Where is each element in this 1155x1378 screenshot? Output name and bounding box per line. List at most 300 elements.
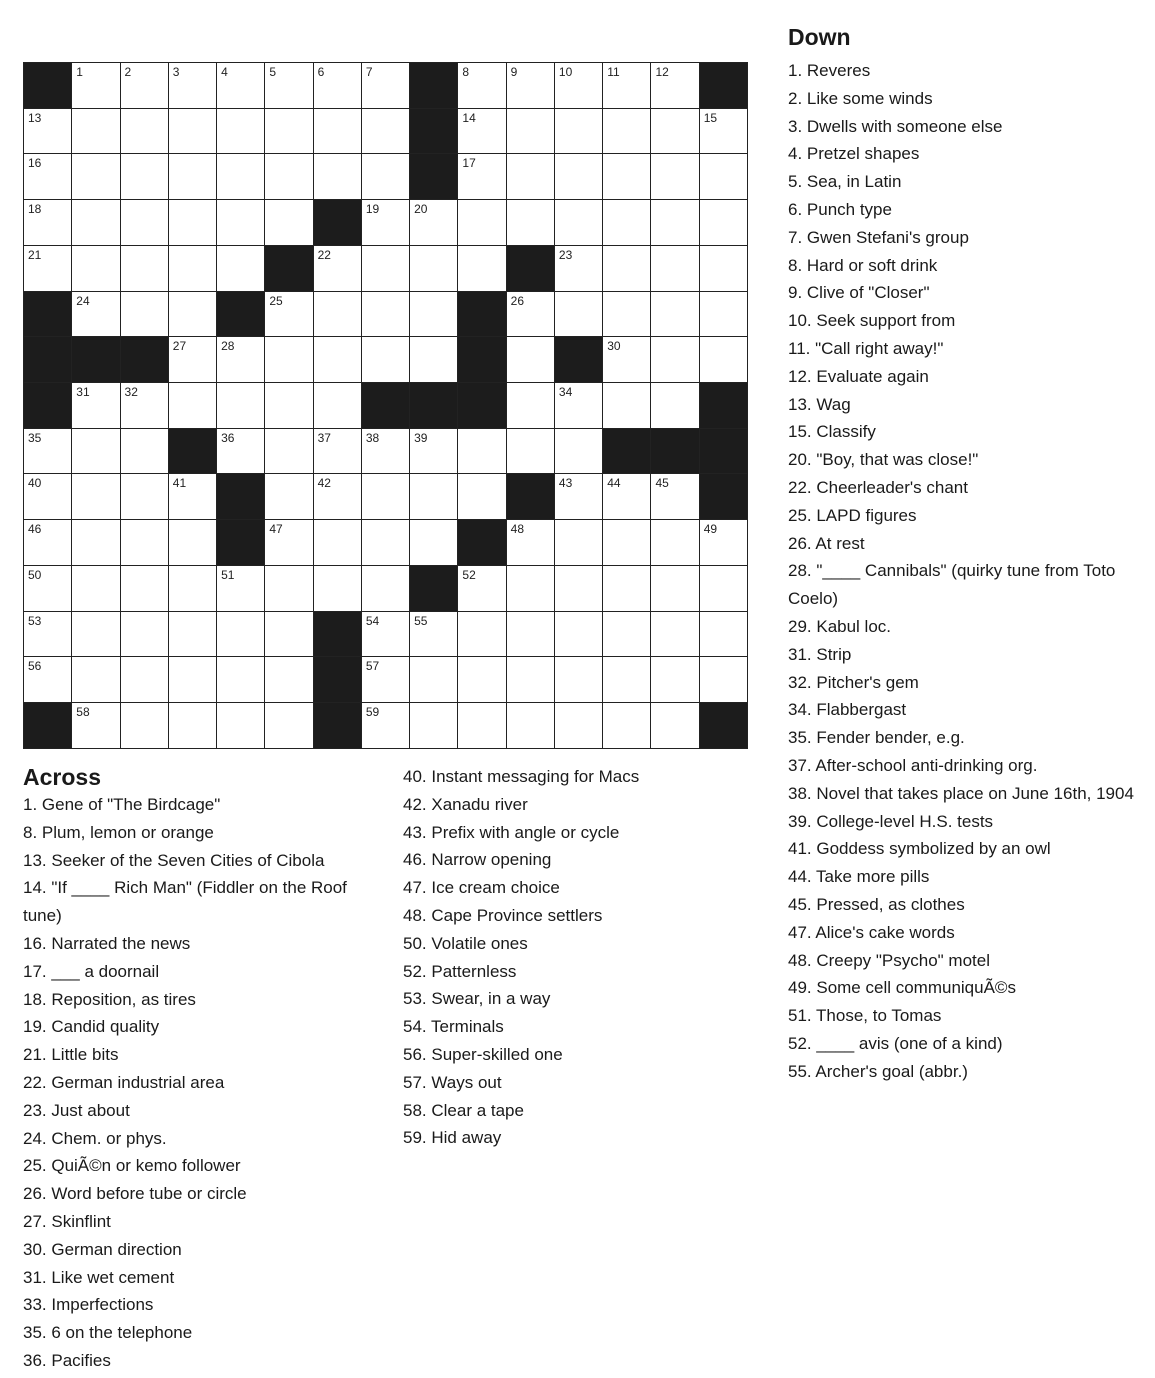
grid-cell[interactable] (555, 703, 603, 749)
grid-cell[interactable] (121, 474, 169, 520)
grid-cell[interactable] (24, 657, 72, 703)
down-clue[interactable]: 13. Wag (788, 394, 851, 414)
grid-cell[interactable] (217, 383, 265, 429)
across-clue[interactable]: 59. Hid away (403, 1128, 502, 1148)
grid-cell[interactable] (603, 246, 651, 292)
black-square (410, 383, 458, 429)
clue-number: 7 (365, 65, 373, 79)
down-clue[interactable]: 4. Pretzel shapes (788, 144, 920, 164)
grid-cell[interactable] (72, 612, 120, 658)
grid-cell[interactable] (72, 63, 120, 109)
grid-cell[interactable] (121, 520, 169, 566)
across-clue[interactable]: 22. German industrial area (23, 1072, 225, 1092)
grid-cell[interactable] (507, 566, 555, 612)
grid-cell[interactable] (603, 154, 651, 200)
clue-number: 58 (76, 705, 90, 720)
across-clue[interactable]: 56. Super-skilled one (403, 1044, 563, 1064)
grid-cell[interactable] (700, 337, 748, 383)
down-clue[interactable]: 20. "Boy, that was close!" (788, 450, 979, 470)
grid-cell[interactable] (24, 154, 72, 200)
grid-cell[interactable] (700, 657, 748, 703)
grid-cell[interactable] (265, 612, 313, 658)
grid-cell[interactable] (121, 566, 169, 612)
black-square (24, 337, 72, 383)
across-clue[interactable]: 35. 6 on the telephone (23, 1323, 193, 1343)
grid-cell[interactable] (603, 337, 651, 383)
grid-cell[interactable] (121, 200, 169, 246)
grid-cell[interactable] (603, 520, 651, 566)
down-clue[interactable]: 9. Clive of "Closer" (788, 283, 930, 303)
grid-cell[interactable] (217, 612, 265, 658)
grid-cell[interactable] (314, 383, 362, 429)
across-clue[interactable]: 19. Candid quality (23, 1017, 160, 1037)
grid-cell[interactable] (651, 63, 699, 109)
grid-cell[interactable] (121, 109, 169, 155)
grid-cell[interactable] (410, 520, 458, 566)
grid-cell[interactable] (314, 292, 362, 338)
black-square (700, 429, 748, 475)
grid-cell[interactable] (410, 657, 458, 703)
grid-cell[interactable] (700, 109, 748, 155)
grid-cell[interactable] (169, 566, 217, 612)
across-clue[interactable]: 25. QuiÃ©n or kemo follower (23, 1156, 241, 1176)
grid-cell[interactable] (169, 703, 217, 749)
across-clue[interactable]: 48. Cape Province settlers (403, 905, 603, 925)
across-clue[interactable]: 16. Narrated the news (23, 933, 191, 953)
grid-cell[interactable] (72, 292, 120, 338)
across-clue[interactable]: 54. Terminals (403, 1017, 504, 1037)
across-clue[interactable]: 24. Chem. or phys. (23, 1128, 167, 1148)
grid-cell[interactable] (458, 429, 506, 475)
grid-cell[interactable] (603, 63, 651, 109)
grid-cell[interactable] (555, 612, 603, 658)
across-clue[interactable]: 27. Skinflint (23, 1211, 111, 1231)
grid-cell[interactable] (507, 200, 555, 246)
grid-cell[interactable] (217, 109, 265, 155)
down-clue[interactable]: 11. "Call right away!" (788, 338, 944, 358)
grid-cell[interactable] (72, 154, 120, 200)
down-clue[interactable]: 49. Some cell communiquÃ©s (788, 978, 1016, 998)
grid-cell[interactable] (700, 154, 748, 200)
grid-cell[interactable] (72, 703, 120, 749)
down-clue[interactable]: 51. Those, to Tomas (788, 1006, 942, 1026)
black-square (217, 292, 265, 338)
grid-cell[interactable] (507, 703, 555, 749)
down-clue[interactable]: 1. Reveres (788, 61, 871, 80)
grid-cell[interactable] (651, 520, 699, 566)
clue-number: 45 (655, 476, 669, 491)
down-clue[interactable]: 10. Seek support from (788, 311, 956, 331)
across-clue[interactable]: 8. Plum, lemon or orange (23, 822, 214, 842)
black-square (265, 246, 313, 292)
down-clue[interactable]: 44. Take more pills (788, 867, 930, 887)
grid-cell[interactable] (555, 474, 603, 520)
black-square (362, 383, 410, 429)
clue-number: 1 (76, 65, 83, 79)
across-clue[interactable]: 53. Swear, in a way (403, 989, 551, 1009)
grid-cell[interactable] (700, 200, 748, 246)
grid-cell[interactable] (217, 154, 265, 200)
grid-cell[interactable] (555, 429, 603, 475)
grid-cell[interactable] (362, 154, 410, 200)
grid-cell[interactable] (314, 337, 362, 383)
grid-cell[interactable] (265, 657, 313, 703)
black-square (700, 383, 748, 429)
clue-number: 53 (28, 613, 42, 628)
down-clue[interactable]: 12. Evaluate again (788, 366, 929, 386)
grid-cell[interactable] (265, 429, 313, 475)
across-clue[interactable]: 36. Pacifies (23, 1350, 111, 1370)
down-clue[interactable]: 22. Cheerleader's chant (788, 477, 968, 497)
grid-cell[interactable] (458, 109, 506, 155)
grid-cell[interactable] (603, 109, 651, 155)
grid-cell[interactable] (24, 200, 72, 246)
grid-cell[interactable] (507, 337, 555, 383)
grid-cell[interactable] (362, 200, 410, 246)
grid-cell[interactable] (507, 63, 555, 109)
down-clue[interactable]: 29. Kabul loc. (788, 616, 892, 636)
down-clue[interactable]: 7. Gwen Stefani's group (788, 227, 969, 247)
grid-cell[interactable] (362, 612, 410, 658)
clue-number: 30 (607, 339, 621, 354)
grid-cell[interactable] (169, 383, 217, 429)
grid-cell[interactable] (265, 383, 313, 429)
grid-cell[interactable] (217, 246, 265, 292)
across-clue[interactable]: 52. Patternless (403, 961, 517, 981)
down-clue[interactable]: 41. Goddess symbolized by an owl (788, 839, 1051, 859)
grid-cell[interactable] (72, 566, 120, 612)
grid-cell[interactable] (121, 292, 169, 338)
grid-cell[interactable] (265, 566, 313, 612)
grid-cell[interactable] (458, 200, 506, 246)
clue-number: 6 (317, 65, 325, 79)
grid-cell[interactable] (362, 474, 410, 520)
grid-cell[interactable] (555, 520, 603, 566)
grid-cell[interactable] (265, 520, 313, 566)
grid-cell[interactable] (700, 292, 748, 338)
grid-cell[interactable] (362, 109, 410, 155)
down-clue[interactable]: 34. Flabbergast (788, 700, 907, 720)
grid-cell[interactable] (410, 337, 458, 383)
grid-cell[interactable] (410, 612, 458, 658)
grid-cell[interactable] (362, 520, 410, 566)
grid-cell[interactable] (555, 109, 603, 155)
grid-cell[interactable] (458, 154, 506, 200)
grid-cell[interactable] (72, 200, 120, 246)
grid-cell[interactable] (410, 703, 458, 749)
across-clue[interactable]: 40. Instant messaging for Macs (403, 767, 640, 786)
grid-cell[interactable] (24, 109, 72, 155)
down-clue[interactable]: 26. At rest (788, 533, 865, 553)
clue-number: 22 (317, 247, 331, 262)
grid-cell[interactable] (314, 63, 362, 109)
grid-cell[interactable] (651, 703, 699, 749)
across-clue[interactable]: 50. Volatile ones (403, 933, 528, 953)
grid-cell[interactable] (121, 657, 169, 703)
grid-cell[interactable] (458, 474, 506, 520)
grid-cell[interactable] (362, 292, 410, 338)
grid-cell[interactable] (121, 246, 169, 292)
grid-cell[interactable] (362, 63, 410, 109)
grid-cell[interactable] (121, 63, 169, 109)
grid-cell[interactable] (362, 703, 410, 749)
grid-cell[interactable] (651, 109, 699, 155)
crossword-grid (23, 62, 748, 749)
grid-cell[interactable] (507, 429, 555, 475)
down-clue[interactable]: 3. Dwells with someone else (788, 116, 1003, 136)
grid-cell[interactable] (265, 63, 313, 109)
black-square (24, 703, 72, 749)
grid-cell[interactable] (169, 292, 217, 338)
grid-cell[interactable] (507, 612, 555, 658)
grid-cell[interactable] (24, 520, 72, 566)
grid-cell[interactable] (651, 200, 699, 246)
grid-cell[interactable] (72, 520, 120, 566)
black-square (24, 63, 72, 109)
grid-cell[interactable] (24, 246, 72, 292)
black-square (700, 703, 748, 749)
grid-cell[interactable] (555, 63, 603, 109)
down-clue[interactable]: 45. Pressed, as clothes (788, 894, 965, 914)
grid-cell[interactable] (169, 474, 217, 520)
grid-cell[interactable] (651, 246, 699, 292)
down-clue[interactable]: 47. Alice's cake words (788, 922, 955, 942)
black-square (314, 703, 362, 749)
grid-cell[interactable] (651, 383, 699, 429)
grid-cell[interactable] (507, 292, 555, 338)
grid-cell[interactable] (507, 657, 555, 703)
grid-cell[interactable] (265, 337, 313, 383)
down-clue[interactable]: 35. Fender bender, e.g. (788, 728, 965, 748)
grid-cell[interactable] (72, 429, 120, 475)
grid-cell[interactable] (217, 200, 265, 246)
grid-cell[interactable] (169, 63, 217, 109)
grid-cell[interactable] (700, 612, 748, 658)
grid-cell[interactable] (265, 200, 313, 246)
across-clue[interactable]: 30. German direction (23, 1239, 182, 1259)
grid-cell[interactable] (121, 612, 169, 658)
down-clue[interactable]: 55. Archer's goal (abbr.) (788, 1061, 968, 1081)
grid-cell[interactable] (72, 246, 120, 292)
grid-cell[interactable] (169, 109, 217, 155)
grid-cell[interactable] (410, 292, 458, 338)
grid-cell[interactable] (458, 246, 506, 292)
grid-cell[interactable] (458, 63, 506, 109)
grid-cell[interactable] (651, 292, 699, 338)
grid-cell[interactable] (217, 566, 265, 612)
grid-cell[interactable] (169, 612, 217, 658)
clue-number: 42 (317, 476, 331, 491)
across-clue[interactable]: 23. Just about (23, 1100, 130, 1120)
grid-cell[interactable] (555, 566, 603, 612)
down-clue[interactable]: 32. Pitcher's gem (788, 672, 919, 692)
grid-cell[interactable] (603, 703, 651, 749)
across-clue[interactable]: 26. Word before tube or circle (23, 1184, 247, 1204)
grid-cell[interactable] (314, 429, 362, 475)
grid-cell[interactable] (555, 292, 603, 338)
down-clue[interactable]: 6. Punch type (788, 199, 892, 219)
grid-cell[interactable] (603, 657, 651, 703)
clue-number: 26 (510, 293, 525, 308)
clue-number: 41 (172, 476, 187, 491)
across-clue-list-col1 (23, 791, 385, 1375)
grid-cell[interactable] (121, 429, 169, 475)
clue-number: 52 (462, 567, 476, 582)
grid-cell[interactable] (72, 383, 120, 429)
grid-cell[interactable] (121, 383, 169, 429)
across-clue[interactable]: 21. Little bits (23, 1045, 119, 1065)
clue-number: 25 (269, 293, 283, 308)
clue-number: 14 (462, 110, 476, 125)
grid-cell[interactable] (507, 154, 555, 200)
grid-cell[interactable] (651, 566, 699, 612)
grid-cell[interactable] (24, 474, 72, 520)
grid-cell[interactable] (217, 703, 265, 749)
grid-cell[interactable] (603, 566, 651, 612)
down-clue[interactable]: 31. Strip (788, 644, 852, 664)
grid-cell[interactable] (700, 520, 748, 566)
across-clue[interactable]: 18. Reposition, as tires (23, 989, 196, 1009)
grid-cell[interactable] (169, 200, 217, 246)
grid-cell[interactable] (410, 246, 458, 292)
grid-cell[interactable] (555, 383, 603, 429)
across-clue[interactable]: 33. Imperfections (23, 1295, 154, 1315)
down-clue[interactable]: 39. College-level H.S. tests (788, 811, 994, 831)
black-square (314, 200, 362, 246)
grid-cell[interactable] (507, 520, 555, 566)
grid-cell[interactable] (121, 154, 169, 200)
across-clue[interactable]: 13. Seeker of the Seven Cities of Cibola (23, 850, 325, 870)
clue-number: 35 (28, 430, 42, 445)
black-square (169, 429, 217, 475)
across-clue[interactable]: 43. Prefix with angle or cycle (403, 822, 620, 842)
down-clue[interactable]: 25. LAPD figures (788, 505, 917, 525)
grid-cell[interactable] (458, 566, 506, 612)
grid-cell[interactable] (314, 566, 362, 612)
grid-cell[interactable] (265, 292, 313, 338)
across-clue[interactable]: 46. Narrow opening (403, 850, 552, 870)
grid-cell[interactable] (362, 337, 410, 383)
across-clue[interactable]: 58. Clear a tape (403, 1100, 524, 1120)
grid-cell[interactable] (700, 246, 748, 292)
grid-cell[interactable] (458, 703, 506, 749)
grid-cell[interactable] (121, 703, 169, 749)
grid-cell[interactable] (507, 109, 555, 155)
grid-cell[interactable] (72, 109, 120, 155)
grid-cell[interactable] (458, 612, 506, 658)
grid-cell[interactable] (555, 154, 603, 200)
across-clue[interactable]: 17. ___ a doornail (23, 961, 160, 981)
grid-cell[interactable] (265, 703, 313, 749)
down-clue[interactable]: 15. Classify (788, 422, 876, 442)
grid-cell[interactable] (555, 246, 603, 292)
grid-cell[interactable] (169, 246, 217, 292)
clue-number: 46 (28, 522, 42, 537)
grid-cell[interactable] (555, 657, 603, 703)
grid-cell[interactable] (555, 200, 603, 246)
down-clue[interactable]: 8. Hard or soft drink (788, 255, 938, 275)
grid-cell[interactable] (265, 154, 313, 200)
grid-cell[interactable] (362, 566, 410, 612)
grid-cell[interactable] (72, 657, 120, 703)
down-clue[interactable]: 38. Novel that takes place on June 16th, 1904 (788, 783, 1134, 803)
down-clue[interactable]: 5. Sea, in Latin (788, 172, 902, 192)
black-square (217, 474, 265, 520)
grid-cell[interactable] (217, 429, 265, 475)
grid-cell[interactable] (458, 657, 506, 703)
grid-cell[interactable] (169, 337, 217, 383)
down-clue[interactable]: 48. Creepy "Psycho" motel (788, 950, 990, 970)
down-clue[interactable]: 2. Like some winds (788, 88, 933, 108)
black-square (507, 246, 555, 292)
clue-number: 18 (28, 202, 42, 217)
down-clue[interactable]: 28. "____ Cannibals" (quirky tune from Toto Coelo) (788, 561, 1116, 609)
grid-cell[interactable] (362, 657, 410, 703)
grid-cell[interactable] (314, 246, 362, 292)
black-square (314, 657, 362, 703)
grid-cell[interactable] (410, 429, 458, 475)
grid-cell[interactable] (651, 612, 699, 658)
grid-cell[interactable] (217, 337, 265, 383)
grid-cell[interactable] (169, 154, 217, 200)
grid-cell[interactable] (169, 657, 217, 703)
black-square (410, 109, 458, 155)
down-clue[interactable]: 52. ____ avis (one of a kind) (788, 1033, 1003, 1053)
grid-cell[interactable] (603, 292, 651, 338)
grid-cell[interactable] (265, 474, 313, 520)
grid-cell[interactable] (603, 612, 651, 658)
across-clue[interactable]: 31. Like wet cement (23, 1267, 175, 1287)
grid-cell[interactable] (651, 154, 699, 200)
grid-cell[interactable] (217, 657, 265, 703)
black-square (507, 474, 555, 520)
grid-cell[interactable] (314, 474, 362, 520)
grid-cell[interactable] (651, 337, 699, 383)
black-square (72, 337, 120, 383)
grid-cell[interactable] (410, 474, 458, 520)
grid-cell[interactable] (603, 474, 651, 520)
grid-cell[interactable] (362, 429, 410, 475)
clue-number: 31 (76, 385, 90, 400)
grid-cell[interactable] (217, 63, 265, 109)
grid-cell[interactable] (700, 566, 748, 612)
across-clue[interactable]: 42. Xanadu river (403, 794, 528, 814)
grid-cell[interactable] (265, 109, 313, 155)
grid-cell[interactable] (603, 383, 651, 429)
grid-cell[interactable] (507, 383, 555, 429)
across-clue[interactable]: 14. "If ____ Rich Man" (Fiddler on the Roof tune) (23, 878, 347, 926)
down-clue[interactable]: 37. After-school anti-drinking org. (788, 755, 1038, 775)
grid-cell[interactable] (314, 520, 362, 566)
grid-cell[interactable] (314, 109, 362, 155)
grid-cell[interactable] (314, 154, 362, 200)
across-clue[interactable]: 47. Ice cream choice (403, 878, 560, 898)
grid-cell[interactable] (362, 246, 410, 292)
grid-cell[interactable] (24, 566, 72, 612)
grid-cell[interactable] (603, 200, 651, 246)
grid-cell[interactable] (24, 612, 72, 658)
grid-cell[interactable] (24, 429, 72, 475)
grid-cell[interactable] (651, 474, 699, 520)
grid-cell[interactable] (169, 520, 217, 566)
clue-number: 55 (414, 613, 428, 628)
grid-cell[interactable] (72, 474, 120, 520)
across-clue[interactable]: 1. Gene of "The Birdcage" (23, 795, 221, 814)
clue-number: 17 (462, 156, 476, 171)
across-clue[interactable]: 57. Ways out (403, 1072, 502, 1092)
grid-cell[interactable] (651, 657, 699, 703)
grid-cell[interactable] (410, 200, 458, 246)
